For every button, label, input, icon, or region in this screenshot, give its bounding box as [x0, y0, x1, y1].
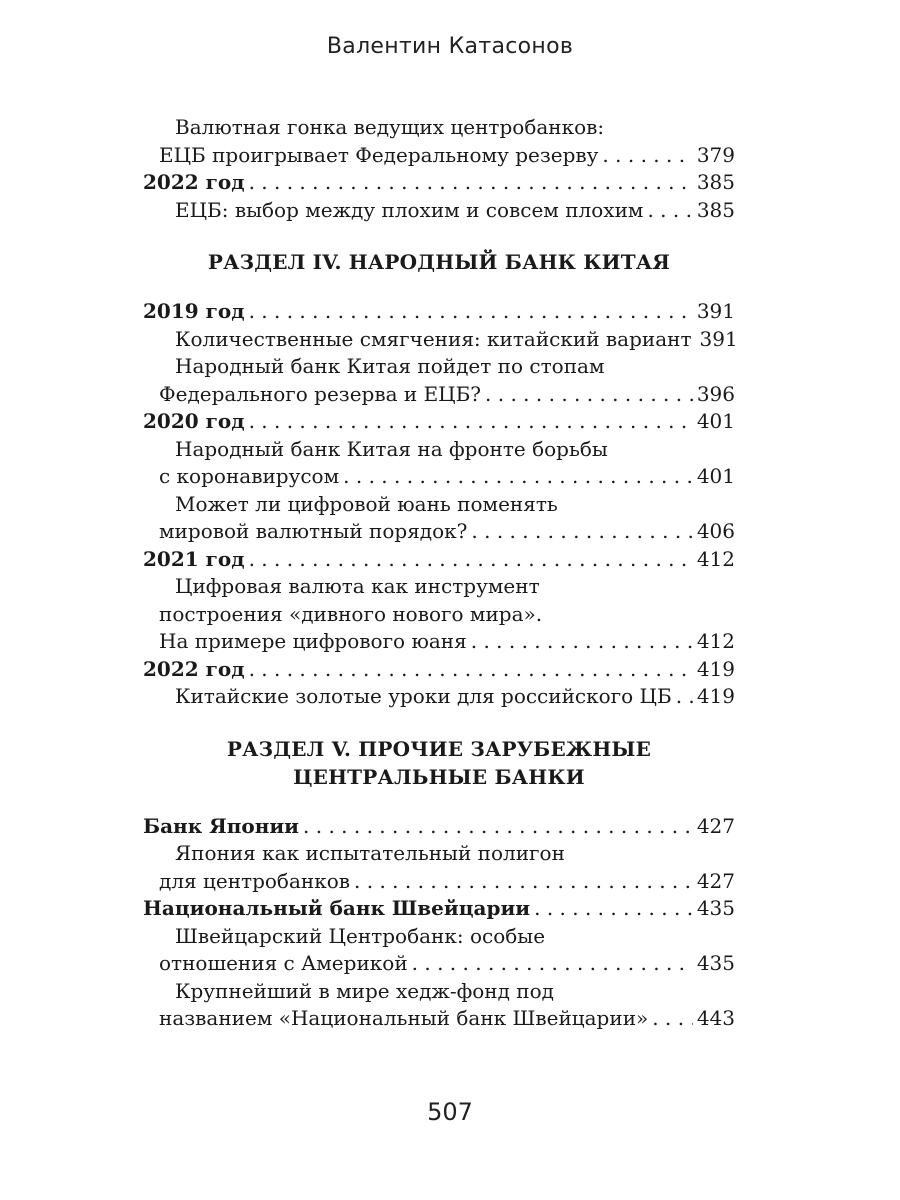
toc-entry-line — [143, 381, 735, 409]
toc-entry-line — [143, 978, 735, 1006]
dot-leader — [676, 683, 693, 711]
toc-entry-line — [143, 326, 738, 354]
dot-leader — [249, 408, 693, 436]
running-head: Валентин Катасонов — [326, 34, 574, 59]
toc-page-number: 396 — [696, 381, 735, 406]
toc-entry-year[interactable] — [143, 546, 735, 574]
toc-page-number: 412 — [696, 546, 735, 571]
toc-entry-title: 2020 год — [143, 409, 245, 433]
toc-entry-title: ЕЦБ проигрывает Федеральному резерву — [159, 142, 599, 167]
toc-entry-line — [143, 656, 735, 684]
page-number: 507 — [427, 1098, 473, 1126]
toc-entry-line — [143, 353, 735, 381]
toc-entry-line — [143, 923, 735, 951]
section-heading-line: ЦЕНТРАЛЬНЫЕ БАНКИ — [293, 764, 585, 789]
toc-page-number: 427 — [696, 813, 735, 838]
toc-entry-year[interactable] — [143, 169, 735, 197]
toc-entry-title: Япония как испытательный полигон — [175, 841, 565, 865]
toc-entry-sub[interactable] — [143, 436, 735, 491]
toc-entry-bank[interactable] — [143, 895, 735, 923]
toc-page-number: 401 — [696, 464, 735, 488]
dot-leader — [249, 298, 693, 326]
toc-entry-title: 2022 год — [143, 656, 245, 681]
toc-entry-line — [143, 895, 735, 923]
toc-page-number: 435 — [696, 951, 735, 975]
toc-entry-sub[interactable] — [143, 353, 735, 408]
toc-page-number: 412 — [696, 629, 735, 653]
toc-entry-line — [143, 573, 735, 601]
toc-entry-year[interactable] — [143, 408, 735, 436]
toc-entry-sub[interactable] — [143, 197, 735, 225]
dot-leader — [471, 628, 693, 656]
toc-entry-line — [143, 1005, 735, 1033]
toc-entry-year[interactable] — [143, 298, 735, 326]
toc-entry-line — [143, 628, 735, 656]
toc-entry-line — [143, 813, 735, 841]
dot-leader — [647, 197, 692, 225]
toc-entry-title: 2022 год — [143, 170, 245, 194]
toc-entry-line — [143, 518, 735, 546]
toc-entry-title: Может ли цифровой юань поменять — [175, 491, 558, 516]
dot-leader — [485, 381, 693, 409]
section-heading-line: РАЗДЕЛ IV. НАРОДНЫЙ БАНК КИТАЯ — [207, 250, 671, 274]
toc-entry-title: Национальный банк Швейцарии — [143, 896, 531, 920]
section-5-entries — [143, 813, 735, 1033]
toc-entry-line — [143, 142, 735, 170]
toc-entry-title: Количественные смягчения: китайский вариант — [175, 326, 692, 351]
toc-entry-title: 2021 год — [143, 546, 245, 571]
toc-entry-title: 2019 год — [143, 299, 245, 323]
toc-page-number: 419 — [696, 656, 735, 681]
toc-entry-title: мировой валютный порядок? — [159, 519, 468, 543]
toc-page-number: 435 — [696, 896, 735, 920]
toc-entry-line — [143, 169, 735, 197]
toc-entry-title: построения «дивного нового мира». — [159, 601, 543, 626]
toc-page-number: 385 — [696, 170, 735, 194]
toc-entry-line — [143, 114, 735, 142]
dot-leader — [652, 1005, 693, 1033]
toc-entry-title: Швейцарский Центробанк: особые — [175, 923, 546, 948]
table-of-contents — [143, 114, 738, 1033]
toc-entry-line — [143, 601, 735, 629]
toc-entry-sub[interactable] — [143, 978, 735, 1033]
toc-page-number: 385 — [696, 197, 735, 222]
toc-entry-bank[interactable] — [143, 813, 735, 841]
dot-leader — [249, 169, 693, 197]
toc-page-number: 427 — [696, 868, 735, 893]
toc-entry-title: Народный банк Китая пойдет по стопам — [175, 354, 605, 378]
toc-entry-line — [143, 436, 735, 464]
toc-entry-line — [143, 683, 735, 711]
dot-leader — [343, 463, 693, 491]
toc-entry-sub[interactable] — [143, 114, 735, 169]
dot-leader — [249, 546, 693, 574]
toc-entry-title: Банк Японии — [143, 813, 300, 838]
toc-entry-title: с коронавирусом — [159, 464, 340, 488]
dot-leader — [303, 813, 693, 841]
toc-entry-line — [143, 463, 735, 491]
toc-entry-title: Валютная гонка ведущих центробанков: — [175, 115, 605, 139]
toc-entry-line — [143, 868, 735, 896]
section-heading-line: РАЗДЕЛ V. ПРОЧИЕ ЗАРУБЕЖНЫЕ — [226, 736, 652, 761]
toc-entry-title: На примере цифрового юаня — [159, 629, 467, 653]
dot-leader — [602, 142, 692, 170]
toc-entry-sub[interactable] — [143, 326, 738, 354]
toc-entry-title: для центробанков — [159, 868, 351, 893]
dot-leader — [471, 518, 692, 546]
toc-entry-line — [143, 408, 735, 436]
toc-page-number: 419 — [696, 684, 735, 708]
top-entries — [143, 114, 735, 224]
toc-page-number: 379 — [696, 142, 735, 167]
toc-entry-title: отношения с Америкой — [159, 951, 408, 975]
toc-page-number: 391 — [699, 326, 738, 351]
toc-entry-title: названием «Национальный банк Швейцарии» — [159, 1006, 649, 1030]
toc-entry-line — [143, 491, 735, 519]
toc-page-number: 443 — [696, 1006, 735, 1030]
toc-entry-line — [143, 840, 735, 868]
dot-leader — [534, 895, 693, 923]
toc-entry-title: ЕЦБ: выбор между плохим и совсем плохим — [175, 197, 644, 222]
dot-leader — [249, 656, 693, 684]
toc-entry-title: Цифровая валюта как инструмент — [175, 574, 540, 598]
toc-entry-sub[interactable] — [143, 491, 735, 546]
toc-entry-title: Китайские золотые уроки для российского ЦБ — [175, 684, 672, 708]
toc-entry-line — [143, 950, 735, 978]
toc-entry-line — [143, 197, 735, 225]
dot-leader — [354, 868, 693, 896]
toc-entry-line — [143, 546, 735, 574]
toc-entry-sub[interactable] — [143, 573, 735, 656]
toc-page-number: 406 — [696, 519, 735, 543]
dot-leader — [412, 950, 693, 978]
section-heading-5 — [143, 735, 735, 791]
toc-entry-sub[interactable] — [143, 923, 735, 978]
toc-entry-year[interactable] — [143, 656, 735, 684]
toc-entry-sub[interactable] — [143, 840, 735, 895]
toc-entry-sub[interactable] — [143, 683, 735, 711]
section-4-entries — [143, 298, 738, 711]
toc-entry-title: Федерального резерва и ЕЦБ? — [159, 381, 482, 406]
section-heading-4 — [143, 248, 735, 276]
toc-page-number: 401 — [696, 409, 735, 433]
toc-page-number: 391 — [696, 299, 735, 323]
toc-entry-title: Народный банк Китая на фронте борьбы — [175, 436, 608, 461]
toc-entry-title: Крупнейший в мире хедж-фонд под — [175, 978, 554, 1003]
toc-entry-line — [143, 298, 735, 326]
